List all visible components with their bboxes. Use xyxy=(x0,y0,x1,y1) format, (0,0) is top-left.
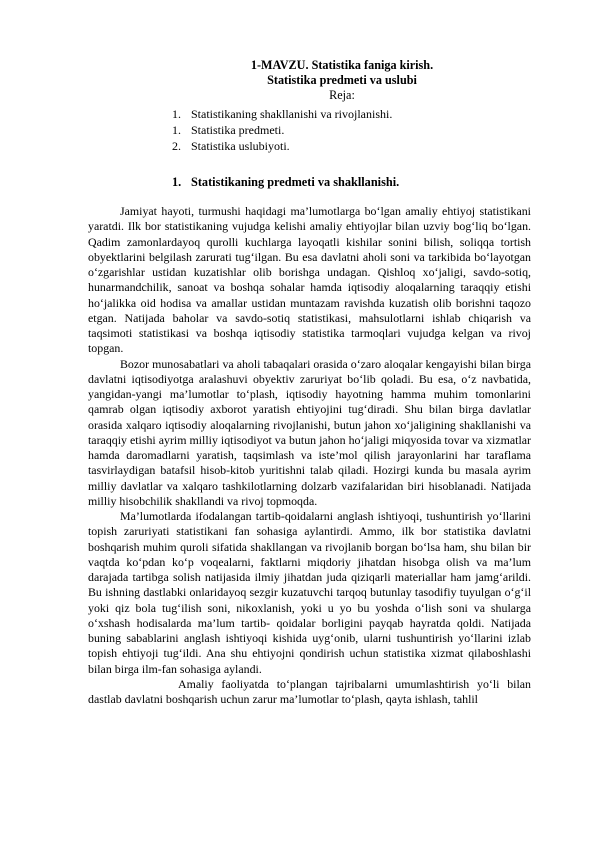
paragraph: Bozor munosabatlari va aholi tabaqalari orasida o‘zaro aloqalar kengayishi bilan birga davlatni iqtisodiyotga aralashuvi obyektiv zaruriyat bo‘lib qoladi. Bu esa, o‘z navbatida, yangidan-yangi ma’lumotlar to‘plash, iqtisodiy hayotning hamma muhim tomonlarini qamrab olgan iqtisodiy axborot yaratish ehtiyojini tug‘diradi. Shu bilan birga davlatlar orasida xalqaro iqtisodiy aloqalarning rivojlanishi, butun jahon xo‘jaligining shakllanishi va taraqqiy etishi ayrim milliy iqtisodiyot va butun jahon ho‘jaligi miqyosida tovar va xizmatlar hamda daromadlarni yaratish, taqsimlash va iste’mol qilish jarayonlarini har taraflama tasvirlaydigan batafsil hisob-kitob yuritishni talab qiladi. Hozirgi kunda bu masala ayrim milliy davlatlar va xalqaro tashkilotlarning dolzarb vazifalaridan biri hisoblanadi. Natijada milliy hisobchilik shakllandi va rivoj topmoqda. xyxy=(88,356,531,508)
plan-item xyxy=(172,138,392,154)
section-heading xyxy=(172,175,399,190)
paragraph: Jamiyat hayoti, turmushi haqidagi ma’lumotlarga bo‘lgan amaliy ehtiyoj statistikani yaratdi. Ilk bor statistikaning vujudga kelishi amaliy ehtiyojlar bilan uzviy bog‘liq bo‘lgan. Qadim zamonlardayoq qurolli kuchlarga layoqatli kishilar sonini bilish, soliqqa tortish obyektlarini belgilash zarurati tug‘ilgan. Bu esa davlatni aholi soni va tarkibida bo‘layotgan o‘zgarishlar ustidan kuzatishlar olib borishga undagan. Qishloq xo‘jaligi, savdo-sotiq, hunarmandchilik, sanoat va boshqa sohalar hamda iqtisodiy aloqalarning taraqqiy etishi ho‘jalikka oid hodisa va amallar ustidan muntazam ravishda kuzatish olib borishni taqozo etgan. Natijada baholar va savdo-sotiq statistikasi, mahsulotlarni ishlab chiqarish va taqsimoti statistikasi va boshqa iqtisodiy statistika tarmoqlari vujudga kelgan va rivoj topgan. xyxy=(88,204,531,356)
section-number: 1. xyxy=(172,175,182,189)
body-text xyxy=(88,204,531,707)
plan-item-text: Statistika uslubiyoti. xyxy=(191,139,290,153)
plan-item xyxy=(172,106,392,122)
section-title: Statistikaning predmeti va shakllanishi. xyxy=(191,175,400,189)
plan-item-number: 1. xyxy=(172,123,181,137)
plan-item-number: 1. xyxy=(172,107,181,121)
plan-heading: Reja: xyxy=(329,88,355,102)
plan-item-number: 2. xyxy=(172,139,181,153)
paragraph: Amaliy faoliyatda to‘plangan tajribalarni umumlashtirish yo‘li bilan dastlab davlatni boshqarish uchun zarur ma’lumotlar to‘plash, qayta ishlash, tahlil xyxy=(88,676,531,706)
plan-item xyxy=(172,122,392,138)
plan-item-text: Statistikaning shakllanishi va rivojlanishi. xyxy=(191,107,393,121)
document-subtitle: Statistika predmeti va uslubi xyxy=(267,73,417,87)
document-title: 1-MAVZU. Statistika faniga kirish. xyxy=(250,58,434,72)
plan-list xyxy=(172,106,392,154)
title-block xyxy=(0,58,596,103)
plan-item-text: Statistika predmeti. xyxy=(191,123,285,137)
paragraph: Ma’lumotlarda ifodalangan tartib-qoidalarni anglash ishtiyoqi, tushuntirish yo‘llarini topish zaruriyati statistikani fan sohasiga aylantirdi. Ammo, ilk bor statistika davlatni boshqarish muhim quroli sifatida shakllangan va rivojlanib borgan bo‘lsa ham, shu bilan bir vaqtda ko‘pdan ko‘p voqealarni, faktlarni miqdoriy jihatdan hisobga olish va ma’lum darajada tartibga solish natijasida ilmiy jihatdan juda qiziqarli materiallar ham jamg‘arildi. Bu ishning dastlabki onlaridayoq sezgir kuzatuvchi tarqoq butunlay tasodifiy tuyulgan o‘g‘il yoki qiz bola tug‘ilish soni, nikoxlanish, yoki u yo bu yoshda o‘lish soni va shularga o‘xshash hodisalarda ma’lum tartib- qoidalar borligini payqab hayratda qoldi. Natijada buning sabablarini anglash ishtiyoqi kishida uyg‘onib, ularni tushuntirish yo‘llarini izlab topish ehtiyoji tug‘ildi. Ana shu ehtiyojni qondirish uchun statistika xizmat qilaboshlashi bilan birga ilm-fan sohasiga aylandi. xyxy=(88,509,531,676)
